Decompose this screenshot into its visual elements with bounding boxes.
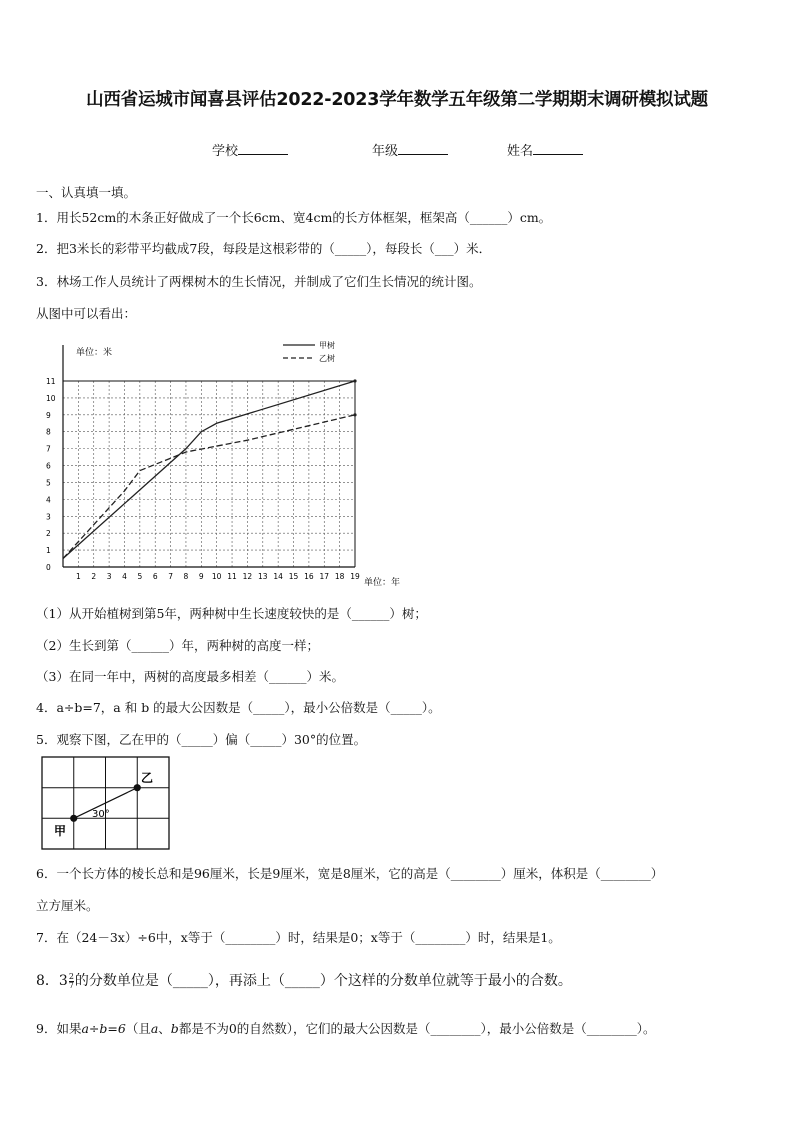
y-axis-label: 单位：米 xyxy=(76,348,113,358)
y-tick-label: 8 xyxy=(46,427,51,437)
section-heading: 一、认真填一填。 xyxy=(36,185,137,200)
q8-prefix: 8．3 xyxy=(36,973,68,989)
school-blank xyxy=(238,154,288,155)
y-tick-label: 10 xyxy=(46,393,56,403)
chart-series xyxy=(63,379,357,558)
series-line-jia xyxy=(63,381,355,559)
question-3: 3．林场工作人员统计了两棵树木的生长情况，并制成了它们生长情况的统计图。 xyxy=(36,274,482,289)
y-tick-labels xyxy=(46,377,56,572)
y-tick-label: 2 xyxy=(46,529,51,539)
q8-rest: 的分数单位是（_____），再添上（_____）个这样的分数单位就等于最小的合数。 xyxy=(74,973,572,989)
q9-var-a: a xyxy=(150,1021,159,1036)
x-tick-label: 15 xyxy=(288,572,299,581)
question-4: 4．a÷b=7，a 和 b 的最大公因数是（_____），最小公倍数是（_____）。 xyxy=(36,700,441,715)
chart-grid xyxy=(63,381,355,567)
series-end-point xyxy=(353,413,356,416)
name-blank xyxy=(533,154,583,155)
x-tick-label: 8 xyxy=(183,572,189,581)
point-a xyxy=(70,815,77,822)
x-tick-label: 12 xyxy=(242,572,253,581)
label-b: 乙 xyxy=(141,771,154,785)
x-tick-label: 18 xyxy=(334,572,345,581)
q9-separator: 、 xyxy=(158,1021,171,1036)
point-b xyxy=(134,784,141,791)
name-field xyxy=(507,140,583,159)
question-3-2: （2）生长到第（______）年，两种树的高度一样； xyxy=(36,638,319,653)
y-tick-label: 9 xyxy=(46,410,51,420)
growth-line-chart xyxy=(36,333,416,591)
q8-fraction-numerator: 2 xyxy=(68,971,74,981)
x-tick-label: 17 xyxy=(319,572,330,581)
name-label: 姓名 xyxy=(507,144,534,159)
x-tick-label: 7 xyxy=(168,572,173,581)
y-tick-label: 7 xyxy=(46,444,51,454)
question-2: 2．把3米长的彩带平均截成7段，每段是这根彩带的（_____），每段长（___）米． xyxy=(36,241,492,256)
series-line-yi xyxy=(63,415,355,559)
x-tick-label: 16 xyxy=(304,572,314,581)
y-tick-label: 6 xyxy=(46,461,51,471)
y-tick-label: 0 xyxy=(46,563,51,572)
angle-label: 30° xyxy=(92,809,110,820)
question-6-line1: 6．一个长方体的棱长总和是96厘米，长是9厘米，宽是8厘米，它的高是（________）厘米，体积是（________） xyxy=(36,866,664,881)
chart-axes xyxy=(63,345,355,567)
x-tick-label: 10 xyxy=(211,572,222,581)
x-tick-label: 1 xyxy=(75,572,81,581)
question-5: 5．观察下图，乙在甲的（_____）偏（_____）30°的位置。 xyxy=(36,732,367,747)
q8-fraction-denominator: 7 xyxy=(68,980,74,990)
y-tick-label: 5 xyxy=(46,478,51,488)
y-tick-label: 11 xyxy=(46,377,56,386)
legend-label: 甲树 xyxy=(319,341,335,350)
q9-part-a: 9．如果 xyxy=(36,1021,82,1036)
label-a: 甲 xyxy=(54,824,67,838)
q9-part-c: 都是不为0的自然数），它们的最大公因数是（________），最小公倍数是（________）。 xyxy=(178,1021,656,1036)
x-tick-label: 6 xyxy=(152,572,158,581)
series-end-point xyxy=(353,379,356,382)
question-8 xyxy=(36,970,572,990)
x-tick-label: 4 xyxy=(122,572,127,581)
grade-field xyxy=(372,140,448,159)
x-tick-label: 3 xyxy=(106,572,112,581)
question-1: 1．用长52cm的木条正好做成了一个长6cm、宽4cm的长方体框架，框架高（______）cm。 xyxy=(36,210,552,225)
y-tick-label: 3 xyxy=(46,512,51,522)
question-3-3: （3）在同一年中，两树的高度最多相差（______）米。 xyxy=(36,669,344,684)
y-tick-label: 1 xyxy=(46,546,51,556)
school-label: 学校 xyxy=(212,144,239,159)
x-tick-label: 9 xyxy=(198,572,204,581)
question-3-intro: 从图中可以看出： xyxy=(36,306,137,321)
grade-label: 年级 xyxy=(372,144,399,159)
q8-fraction xyxy=(69,973,74,990)
x-tick-label: 19 xyxy=(350,572,360,581)
question-7: 7．在（24－3x）÷6中，x等于（________）时，结果是0；x等于（________）时，结果是1。 xyxy=(36,930,561,945)
legend-label: 乙树 xyxy=(319,354,335,363)
question-3-1: （1）从开始植树到第5年，两种树中生长速度较快的是（______）树； xyxy=(36,606,427,621)
question-6-line2: 立方厘米。 xyxy=(36,898,99,913)
question-9 xyxy=(36,1019,656,1037)
q9-expression: a÷b=6 xyxy=(81,1021,126,1036)
page-title: 山西省运城市闻喜县评估2022-2023学年数学五年级第二学期期末调研模拟试题 xyxy=(86,90,708,110)
direction-grid-figure xyxy=(40,755,172,852)
chart-legend xyxy=(283,340,335,363)
grade-blank xyxy=(398,154,448,155)
q9-part-b: （且 xyxy=(125,1021,151,1036)
x-tick-label: 13 xyxy=(258,572,268,581)
x-tick-label: 5 xyxy=(137,572,143,581)
x-axis-label: 单位：年 xyxy=(364,578,401,588)
q9-var-b: b xyxy=(170,1021,179,1036)
x-tick-label: 11 xyxy=(227,572,237,581)
school-field xyxy=(212,140,288,159)
x-tick-labels xyxy=(76,572,360,581)
x-tick-label: 2 xyxy=(91,572,97,581)
x-tick-label: 14 xyxy=(273,572,283,581)
y-tick-label: 4 xyxy=(46,495,51,505)
